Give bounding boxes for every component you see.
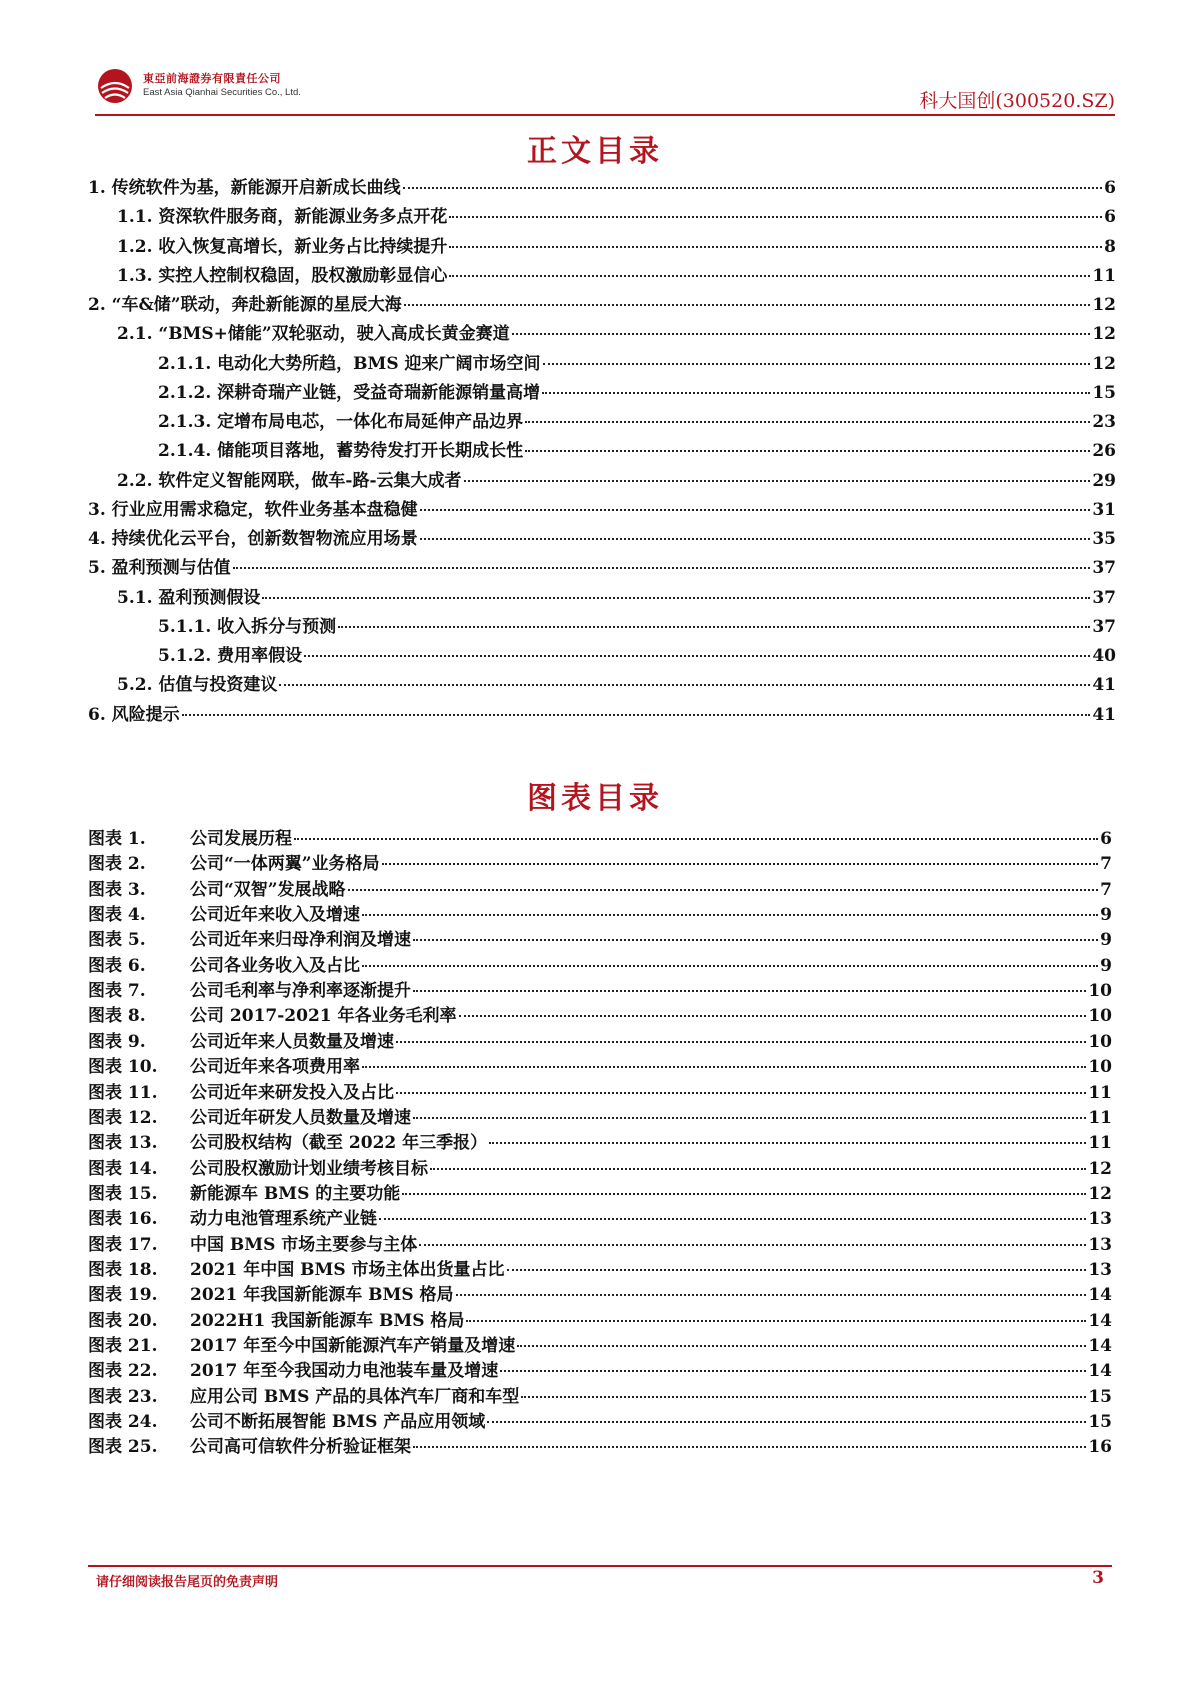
toc-entry-page: 6 [1104,178,1116,198]
figure-entry-label: 图表 22. [88,1361,158,1381]
figure-leader-dots [396,1092,1086,1094]
toc-entry[interactable] [88,525,1116,553]
figure-entry[interactable] [88,1182,1112,1207]
toc-entry-title: 1.3. 实控人控制权稳固，股权激励彰显信心 [117,266,448,286]
figure-entry-title: 2021 年我国新能源车 BMS 格局 [190,1285,454,1305]
figure-entry-page: 11 [1088,1133,1112,1153]
toc-entry-title: 2.1. “BMS+储能”双轮驱动，驶入高成长黄金赛道 [117,324,510,344]
toc-leader-dots [420,538,1091,540]
figure-entry-title: 公司股权激励计划业绩考核目标 [190,1159,428,1179]
figure-entry-page: 11 [1088,1108,1112,1128]
figure-entry[interactable] [88,1030,1112,1055]
figure-entry-label: 图表 10. [88,1057,158,1077]
toc-entry-title: 5.2. 估值与投资建议 [117,675,278,695]
toc-leader-dots [404,304,1091,306]
toc-entry[interactable] [117,203,1116,231]
toc-entry[interactable] [158,642,1116,670]
figure-entry-label: 图表 24. [88,1412,158,1432]
toc-leader-dots [403,187,1102,189]
figure-leader-dots [362,914,1098,916]
figure-entry-label: 图表 6. [88,956,146,976]
figure-entry-title: 公司近年来各项费用率 [190,1057,360,1077]
figure-entry-label: 图表 9. [88,1032,146,1052]
toc-entry-page: 8 [1104,237,1116,257]
figure-leader-dots [362,1066,1086,1068]
toc-entry-page: 6 [1104,207,1116,227]
figure-leader-dots [517,1345,1086,1347]
toc-entry-page: 11 [1092,266,1116,286]
figure-entry[interactable] [88,1233,1112,1258]
toc-title: 正文目录 [527,134,663,169]
toc-entry[interactable] [158,437,1116,465]
toc-entry-title: 6. 风险提示 [88,705,180,725]
toc-entry[interactable] [117,233,1116,261]
figure-entry-page: 14 [1088,1311,1112,1331]
toc-leader-dots [449,216,1102,218]
figure-entry-page: 7 [1100,854,1112,874]
toc-entry-page: 37 [1092,588,1116,608]
toc-leader-dots [525,450,1090,452]
toc-entry-page: 12 [1092,354,1116,374]
toc-entry[interactable] [117,262,1116,290]
figure-entry-page: 16 [1088,1437,1112,1457]
figure-entry[interactable] [88,1410,1112,1435]
figure-entry-page: 15 [1088,1387,1112,1407]
toc-entry-page: 15 [1092,383,1116,403]
toc-entry-title: 1.2. 收入恢复高增长，新业务占比持续提升 [117,237,448,257]
figure-entry[interactable] [88,1435,1112,1460]
figure-entry[interactable] [88,827,1112,852]
figure-entry[interactable] [88,878,1112,903]
figure-entry-title: 公司“一体两翼”业务格局 [190,854,380,874]
toc-entry-title: 5.1.2. 费用率假设 [158,646,303,666]
figure-entry[interactable] [88,1004,1112,1029]
figure-entry-label: 图表 12. [88,1108,158,1128]
toc-entry-page: 26 [1092,441,1116,461]
toc-entry[interactable] [117,584,1116,612]
figure-entry-title: 公司近年来研发投入及占比 [190,1083,394,1103]
toc-entry-page: 12 [1092,295,1116,315]
toc-entry[interactable] [158,379,1116,407]
figure-entry-title: 新能源车 BMS 的主要功能 [190,1184,401,1204]
figure-entry-label: 图表 11. [88,1083,158,1103]
figure-entry-label: 图表 18. [88,1260,158,1280]
figure-leader-dots [396,1041,1086,1043]
figure-leader-dots [466,1320,1086,1322]
toc-entry[interactable] [158,408,1116,436]
figure-leader-dots [430,1168,1086,1170]
figure-entry-title: 公司 2017-2021 年各业务毛利率 [190,1006,457,1026]
figure-entry-page: 12 [1088,1159,1112,1179]
figure-entry-title: 公司股权结构（截至 2022 年三季报） [190,1133,488,1153]
figures-title: 图表目录 [527,781,663,816]
page-number: 3 [1092,1568,1104,1588]
figure-entry-page: 6 [1100,829,1112,849]
figure-leader-dots [413,939,1098,941]
figure-leader-dots [379,1218,1086,1220]
toc-entry-page: 40 [1092,646,1116,666]
figure-entry-label: 图表 15. [88,1184,158,1204]
toc-leader-dots [464,480,1091,482]
figure-entry-page: 7 [1100,880,1112,900]
figure-entry-page: 13 [1088,1260,1112,1280]
figure-entry-label: 图表 1. [88,829,146,849]
figure-entry[interactable] [88,1131,1112,1156]
toc-entry-title: 2. “车&储”联动，奔赴新能源的星辰大海 [88,295,402,315]
figure-entry-page: 10 [1088,1032,1112,1052]
figure-entry-page: 11 [1088,1083,1112,1103]
figure-leader-dots [419,1244,1086,1246]
figure-entry-page: 10 [1088,1057,1112,1077]
figure-entry[interactable] [88,1309,1112,1334]
toc-entry-title: 5. 盈利预测与估值 [88,558,231,578]
figure-entry-title: 2021 年中国 BMS 市场主体出货量占比 [190,1260,505,1280]
figure-entry-title: 动力电池管理系统产业链 [190,1209,377,1229]
figure-entry-label: 图表 2. [88,854,146,874]
figure-entry-title: 公司“双智”发展战略 [190,880,346,900]
figure-entry-title: 公司不断拓展智能 BMS 产品应用领域 [190,1412,486,1432]
figure-entry-label: 图表 3. [88,880,146,900]
footer-disclaimer: 请仔细阅读报告尾页的免责声明 [96,1575,279,1590]
figure-leader-dots [489,1142,1086,1144]
figure-entry-title: 中国 BMS 市场主要参与主体 [190,1235,418,1255]
toc-leader-dots [338,626,1090,628]
toc-entry[interactable] [117,467,1116,495]
figure-entry-label: 图表 14. [88,1159,158,1179]
figure-entry-page: 13 [1088,1235,1112,1255]
toc-leader-dots [279,684,1090,686]
figure-entry-page: 13 [1088,1209,1112,1229]
figure-entry[interactable] [88,979,1112,1004]
toc-leader-dots [449,246,1102,248]
figure-entry-label: 图表 8. [88,1006,146,1026]
figure-entry-label: 图表 21. [88,1336,158,1356]
toc-entry-page: 41 [1092,675,1116,695]
figure-entry-title: 公司近年来人员数量及增速 [190,1032,394,1052]
figure-entry-page: 9 [1100,956,1112,976]
figure-leader-dots [507,1269,1087,1271]
figure-entry-label: 图表 7. [88,981,146,1001]
figure-entry-label: 图表 25. [88,1437,158,1457]
toc-entry-page: 37 [1092,617,1116,637]
figure-leader-dots [413,990,1086,992]
figure-leader-dots [413,1446,1086,1448]
figure-entry-label: 图表 17. [88,1235,158,1255]
figure-entry[interactable] [88,1334,1112,1359]
figure-entry-label: 图表 4. [88,905,146,925]
figure-entry[interactable] [88,1081,1112,1106]
toc-entry[interactable] [88,174,1116,202]
toc-leader-dots [182,714,1091,716]
figure-entry[interactable] [88,1258,1112,1283]
figure-entry-title: 公司近年来收入及增速 [190,905,360,925]
figure-entry-label: 图表 13. [88,1133,158,1153]
figure-entry-page: 10 [1088,1006,1112,1026]
toc-entry-page: 37 [1092,558,1116,578]
toc-leader-dots [543,363,1091,365]
figure-entry-title: 2017 年至今我国动力电池装车量及增速 [190,1361,499,1381]
toc-entry-page: 23 [1092,412,1116,432]
figure-leader-dots [348,889,1099,891]
toc-entry-page: 31 [1092,500,1116,520]
page-header [95,62,1115,118]
toc-leader-dots [449,275,1090,277]
figure-entry[interactable] [88,954,1112,979]
toc-entry-page: 12 [1092,324,1116,344]
figure-entry-label: 图表 5. [88,930,146,950]
toc-entry-title: 1. 传统软件为基，新能源开启新成长曲线 [88,178,401,198]
toc-entry-title: 2.1.1. 电动化大势所趋，BMS 迎来广阔市场空间 [158,354,541,374]
figure-entry[interactable] [88,1207,1112,1232]
toc-leader-dots [304,655,1090,657]
toc-leader-dots [233,567,1091,569]
figure-entry[interactable] [88,1359,1112,1384]
toc-entry[interactable] [88,554,1116,582]
figure-leader-dots [402,1193,1086,1195]
toc-leader-dots [512,333,1091,335]
figure-entry[interactable] [88,852,1112,877]
toc-entry[interactable] [88,701,1116,729]
figure-entry-title: 公司高可信软件分析验证框架 [190,1437,411,1457]
toc-entry-title: 4. 持续优化云平台，创新数智物流应用场景 [88,529,418,549]
figure-entry-label: 图表 19. [88,1285,158,1305]
figure-entry-title: 2022H1 我国新能源车 BMS 格局 [190,1311,465,1331]
toc-leader-dots [525,421,1090,423]
figure-entry[interactable] [88,928,1112,953]
figure-leader-dots [382,863,1099,865]
figure-entry-page: 9 [1100,930,1112,950]
toc-entry-title: 5.1.1. 收入拆分与预测 [158,617,337,637]
toc-entry-title: 2.1.4. 储能项目落地，蓄势待发打开长期成长性 [158,441,524,461]
toc-leader-dots [420,509,1091,511]
figure-leader-dots [500,1370,1086,1372]
stock-ticker: 科大国创(300520.SZ) [919,90,1115,112]
toc-entry-page: 41 [1092,705,1116,725]
toc-leader-dots [262,597,1090,599]
toc-entry-title: 3. 行业应用需求稳定，软件业务基本盘稳健 [88,500,418,520]
figure-entry-page: 14 [1088,1285,1112,1305]
figure-entry[interactable] [88,1106,1112,1131]
figure-entry-label: 图表 20. [88,1311,158,1331]
toc-entry[interactable] [88,496,1116,524]
figure-entry[interactable] [88,903,1112,928]
logo-emblem-icon [95,66,135,106]
toc-entry-title: 5.1. 盈利预测假设 [117,588,261,608]
figure-entry-page: 10 [1088,981,1112,1001]
figure-entry-page: 12 [1088,1184,1112,1204]
figure-leader-dots [487,1421,1086,1423]
figure-leader-dots [456,1294,1087,1296]
figure-leader-dots [413,1117,1086,1119]
figure-entry-title: 公司近年研发人员数量及增速 [190,1108,411,1128]
figure-entry-title: 公司近年来归母净利润及增速 [190,930,411,950]
figure-entry-page: 9 [1100,905,1112,925]
toc-entry[interactable] [117,671,1116,699]
figure-entry-title: 2017 年至今中国新能源汽车产销量及增速 [190,1336,516,1356]
figure-entry-label: 图表 23. [88,1387,158,1407]
toc-leader-dots [542,392,1090,394]
toc-entry[interactable] [88,291,1116,319]
toc-entry-title: 2.1.3. 定增布局电芯，一体化布局延伸产品边界 [158,412,524,432]
toc-entry-title: 1.1. 资深软件服务商，新能源业务多点开花 [117,207,448,227]
footer-divider [88,1565,1112,1567]
toc-entry[interactable] [158,613,1116,641]
figure-entry-title: 应用公司 BMS 产品的具体汽车厂商和车型 [190,1387,520,1407]
figure-entry-label: 图表 16. [88,1209,158,1229]
figure-entry[interactable] [88,1385,1112,1410]
toc-entry[interactable] [117,320,1116,348]
figure-entry-page: 14 [1088,1336,1112,1356]
toc-entry[interactable] [158,350,1116,378]
figure-entry[interactable] [88,1283,1112,1308]
figure-entry-title: 公司发展历程 [190,829,292,849]
company-name-cn: 東亞前海證券有限責任公司 [143,72,281,85]
figure-leader-dots [459,1015,1087,1017]
figure-leader-dots [521,1396,1086,1398]
figure-entry-title: 公司毛利率与净利率逐渐提升 [190,981,411,1001]
figure-entry[interactable] [88,1055,1112,1080]
toc-entry-page: 35 [1092,529,1116,549]
header-divider [95,114,1115,116]
toc-entry-title: 2.2. 软件定义智能网联，做车-路-云集大成者 [117,471,462,491]
figure-entry-page: 15 [1088,1412,1112,1432]
figure-leader-dots [362,965,1098,967]
figure-entry-page: 14 [1088,1361,1112,1381]
company-name-en: East Asia Qianhai Securities Co., Ltd. [143,87,301,98]
toc-entry-page: 29 [1092,471,1116,491]
figure-entry[interactable] [88,1157,1112,1182]
figure-entry-title: 公司各业务收入及占比 [190,956,360,976]
company-logo [95,64,415,108]
figure-leader-dots [294,838,1098,840]
toc-entry-title: 2.1.2. 深耕奇瑞产业链，受益奇瑞新能源销量高增 [158,383,541,403]
